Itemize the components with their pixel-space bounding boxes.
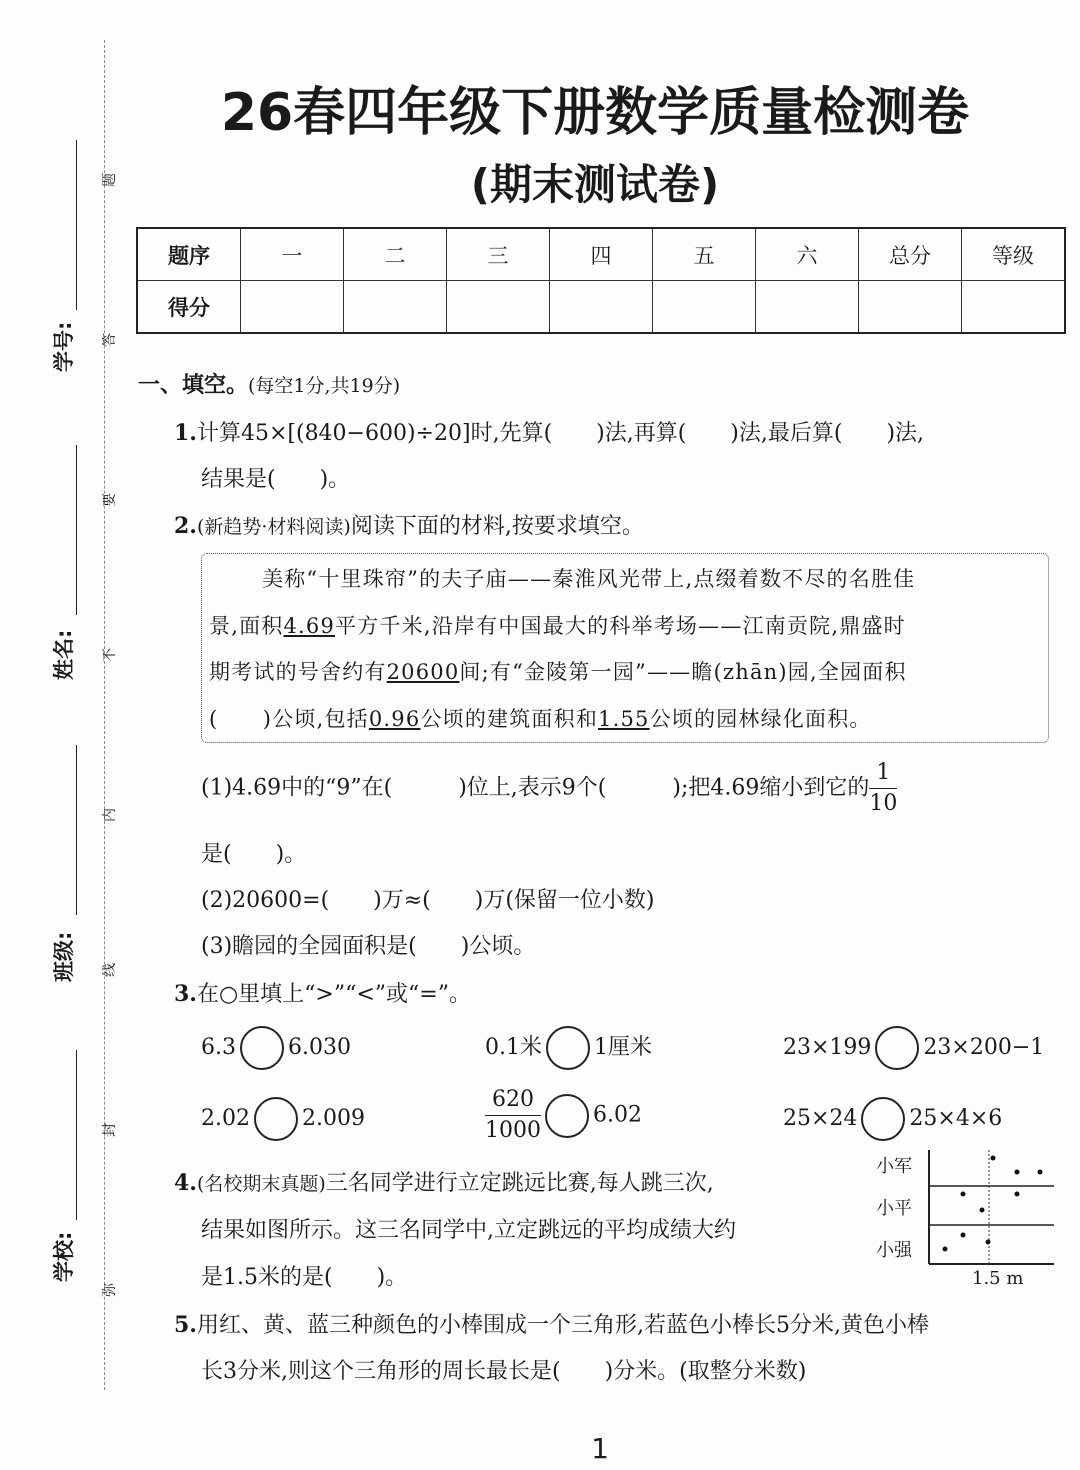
- compare-item: [201, 1026, 351, 1070]
- seal-char: 线: [102, 963, 118, 977]
- table-header-cell: 三: [447, 228, 550, 281]
- q4-text-3: 是1.5米的是( )。: [201, 1265, 408, 1290]
- question-number: 5.: [174, 1312, 197, 1338]
- fraction: [485, 1085, 541, 1146]
- underlined-number: 0.96: [368, 707, 421, 731]
- q2-text: 阅读下面的材料,按要求填空。: [350, 514, 644, 539]
- score-cell[interactable]: [653, 281, 756, 334]
- passage-line: [209, 656, 907, 686]
- table-header-cell: 五: [653, 228, 756, 281]
- answer-circle[interactable]: [546, 1026, 590, 1070]
- passage-text: 间;有“金陵第一园”——瞻(zhān)园,全园面积: [459, 660, 907, 684]
- underlined-number: 4.69: [283, 614, 336, 638]
- q4-text-2: 结果如图所示。这三名同学中,立定跳远的平均成绩大约: [201, 1218, 736, 1243]
- jump-dot-plot: [876, 1150, 1056, 1290]
- answer-circle[interactable]: [875, 1026, 919, 1070]
- page-title: 26春四年级下册数学质量检测卷: [220, 83, 970, 143]
- fraction-numerator: 1: [869, 758, 897, 789]
- section-heading: 一、填空。: [138, 373, 249, 398]
- score-row-label: 得分: [137, 281, 241, 334]
- table-header-cell: 二: [344, 228, 447, 281]
- compare-left: 0.1米: [485, 1035, 542, 1060]
- name-label: 姓名:: [52, 629, 76, 680]
- compare-left: 2.02: [201, 1106, 250, 1131]
- name-blank-line: [76, 445, 77, 615]
- question-number: 4.: [174, 1170, 197, 1196]
- q5-text-2: 长3分米,则这个三角形的周长最长是( )分米。(取整分米数): [201, 1359, 807, 1384]
- page-number: 1: [591, 1432, 609, 1465]
- compare-right: 6.030: [288, 1035, 351, 1060]
- score-cell[interactable]: [344, 281, 447, 334]
- seal-char: 要: [102, 493, 118, 507]
- answer-circle[interactable]: [861, 1097, 905, 1141]
- plot-axes: [926, 1150, 1056, 1270]
- seal-char: 不: [102, 648, 118, 662]
- q4-tag: (名校期末真题): [196, 1173, 326, 1195]
- table-header-cell: 等级: [962, 228, 1066, 281]
- question-number: 2.: [174, 513, 197, 539]
- plot-row-label: 小军: [876, 1156, 912, 1177]
- passage-text: 公顷的园林绿化面积。: [649, 707, 872, 731]
- passage-text: 期考试的号舍约有: [209, 660, 387, 684]
- passage-line: [209, 703, 872, 733]
- plot-axis-label: 1.5 m: [972, 1268, 1024, 1289]
- question-number: 3.: [174, 981, 197, 1007]
- q2-sub2-text: (2)20600=( )万≈( )万(保留一位小数): [201, 888, 655, 913]
- score-cell[interactable]: [241, 281, 344, 334]
- q1-text-2: 结果是( )。: [201, 467, 351, 492]
- compare-item: [783, 1026, 1044, 1070]
- fraction-numerator: 620: [485, 1085, 541, 1116]
- passage-text: 公顷的建筑面积和: [420, 707, 599, 731]
- q2-tag: (新趋势·材料阅读): [196, 516, 351, 538]
- table-header-cell: 四: [550, 228, 653, 281]
- answer-circle[interactable]: [240, 1026, 284, 1070]
- student-id-label: 学号:: [52, 321, 76, 372]
- school-label: 学校:: [52, 1231, 76, 1282]
- score-cell[interactable]: [859, 281, 962, 334]
- compare-item: [201, 1097, 365, 1141]
- seal-line: [104, 40, 105, 1390]
- plot-row-label: 小平: [876, 1198, 912, 1219]
- compare-right: 1厘米: [594, 1035, 652, 1060]
- page-subtitle: (期末测试卷): [470, 160, 720, 209]
- compare-right: 23×200−1: [923, 1035, 1045, 1060]
- passage-text: ( )公顷,包括: [209, 707, 369, 731]
- table-header-cell: 题序: [137, 228, 241, 281]
- underlined-number: 1.55: [598, 707, 650, 731]
- compare-right: 2.009: [301, 1106, 365, 1131]
- compare-left: 6.3: [201, 1035, 236, 1060]
- compare-right: 25×4×6: [909, 1106, 1003, 1131]
- passage-line: 美称“十里珠帘”的夫子庙——秦淮风光带上,点缀着数不尽的名胜佳: [262, 567, 916, 591]
- q3-text: 在○里填上“>”“<”或“=”。: [196, 982, 471, 1007]
- compare-item: [783, 1097, 1002, 1141]
- answer-circle[interactable]: [545, 1094, 589, 1138]
- fraction-denominator: 10: [869, 791, 898, 816]
- passage-text: 平方千米,沿岸有中国最大的科举考场——江南贡院,鼎盛时: [335, 614, 906, 638]
- score-cell[interactable]: [756, 281, 859, 334]
- table-header-cell: 六: [756, 228, 859, 281]
- table-row: [137, 228, 1065, 281]
- passage-line: [209, 610, 906, 640]
- plot-dots: [943, 1156, 1043, 1252]
- compare-right: 6.02: [593, 1102, 642, 1128]
- seal-char: 封: [102, 1123, 118, 1137]
- section-note: (每空1分,共19分): [248, 375, 401, 397]
- plot-row-label: 小强: [876, 1240, 912, 1261]
- compare-left: 25×24: [783, 1106, 858, 1131]
- q2-sub1-text: (1)4.69中的“9”在( )位上,表示9个( );把4.69缩小到它的: [201, 775, 870, 801]
- class-label: 班级:: [52, 931, 76, 982]
- fraction-denominator: 1000: [485, 1118, 541, 1143]
- underlined-number: 20600: [386, 660, 460, 684]
- answer-circle[interactable]: [254, 1097, 298, 1141]
- seal-char: 弥: [102, 1283, 118, 1297]
- seal-char: 内: [102, 808, 118, 822]
- table-header-cell: 一: [241, 228, 344, 281]
- class-blank-line: [76, 745, 77, 915]
- seal-char: 题: [102, 173, 118, 187]
- q2-sub1-text-2: 是( )。: [201, 842, 307, 867]
- compare-item: [485, 1026, 652, 1070]
- compare-left: 23×199: [783, 1035, 872, 1060]
- q4-text: 三名同学进行立定跳远比赛,每人跳三次,: [325, 1171, 714, 1196]
- passage-text: 景,面积: [209, 614, 284, 638]
- q5-text: 用红、黄、蓝三种颜色的小棒围成一个三角形,若蓝色小棒长5分米,黄色小棒: [196, 1313, 929, 1338]
- question-number: 1.: [174, 420, 197, 446]
- score-cell[interactable]: [550, 281, 653, 334]
- school-blank-line: [76, 1050, 77, 1220]
- table-row: [137, 281, 1065, 334]
- score-cell[interactable]: [962, 281, 1066, 334]
- seal-char: 答: [102, 333, 118, 347]
- q2-sub3-text: (3)瞻园的全园面积是( )公顷。: [201, 934, 536, 959]
- score-cell[interactable]: [447, 281, 550, 334]
- compare-item: [485, 1085, 642, 1146]
- fraction: [869, 758, 897, 819]
- score-table: [136, 227, 1066, 334]
- table-header-cell: 总分: [859, 228, 962, 281]
- q1-text: 计算45×[(840−600)÷20]时,先算( )法,再算( )法,最后算( )法,: [196, 421, 925, 446]
